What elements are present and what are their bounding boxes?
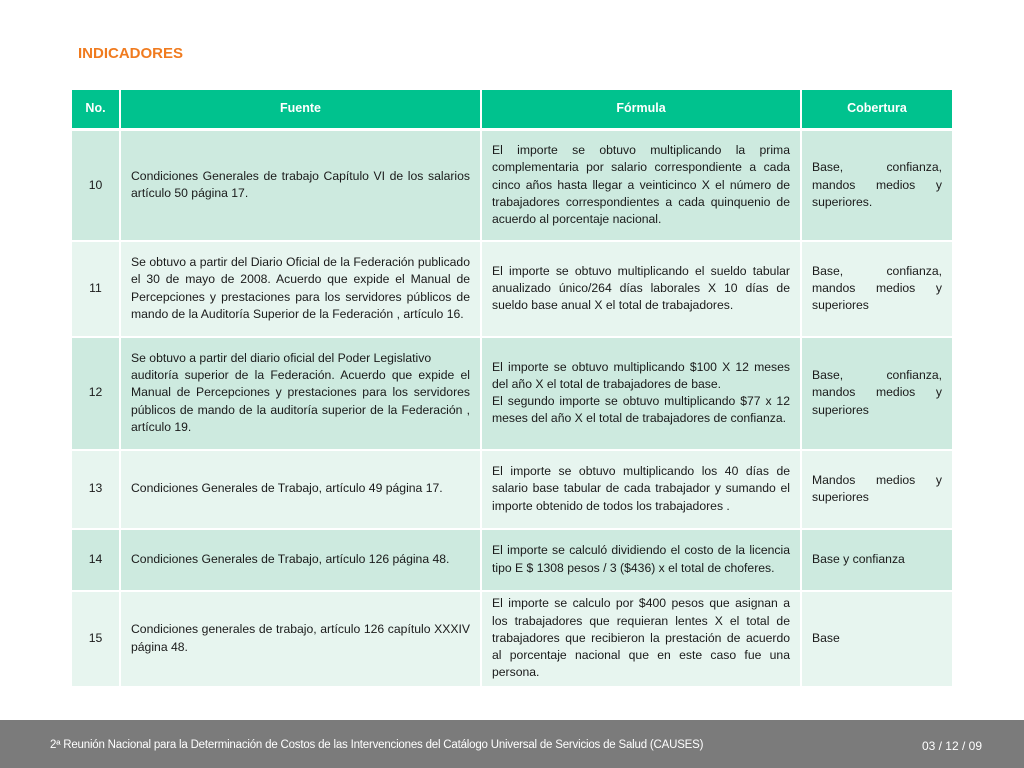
row-number: 15	[72, 591, 120, 687]
row-formula: El importe se obtuvo multiplicando el sueldo tabular anualizado único/264 días laborales X 10 días de sueldo base anual X el total de trabajadores.	[481, 241, 801, 337]
row-number: 13	[72, 450, 120, 529]
row-fuente: Se obtuvo a partir del diario oficial del Poder Legislativo auditoría superior de la Federación. Acuerdo que expide el Manual de Percepciones y prestaciones para los servidores públicos de mando de la auditoría superior de la Federación , artículo 19.	[120, 337, 481, 450]
table-row	[72, 450, 952, 529]
row-fuente: Condiciones Generales de trabajo Capítulo VI de los salarios artículo 50 página 17.	[120, 130, 481, 241]
row-formula: El importe se obtuvo multiplicando los 40 días de salario base tabular de cada trabajador y sumando el importe obtenido de todos los trabajadores .	[481, 450, 801, 529]
row-cobertura: Mandos medios y superiores	[801, 450, 952, 529]
table-row	[72, 241, 952, 337]
table-row	[72, 337, 952, 450]
footer-date: 03 / 12 / 09	[921, 739, 982, 753]
footer-text: 2ª Reunión Nacional para la Determinación de Costos de las Intervenciones del Catálogo Universal de Servicios de Salud (CAUSES)	[50, 739, 704, 751]
header-cobertura: Cobertura	[801, 90, 952, 130]
row-number: 10	[72, 130, 120, 241]
row-cobertura: Base y confianza	[801, 529, 952, 591]
row-number: 11	[72, 241, 120, 337]
table-row	[72, 529, 952, 591]
page-title: INDICADORES	[78, 45, 184, 62]
header-no: No.	[72, 90, 120, 130]
row-formula: El importe se obtuvo multiplicando la prima complementaria por salario correspondiente a cada cinco años hasta llegar a veinticinco X el número de trabajadores correspondientes a cada quinquenio de acuerdo al porcentaje nacional.	[481, 130, 801, 241]
row-fuente: Condiciones Generales de Trabajo, artículo 49 página 17.	[120, 450, 481, 529]
table-row	[72, 591, 952, 687]
row-cobertura: Base, confianza, mandos medios y superiores	[801, 337, 952, 450]
row-fuente: Se obtuvo a partir del Diario Oficial de la Federación publicado el 30 de mayo de 2008. Acuerdo que expide el Manual de Percepciones y prestaciones para los servidores públicos de mando de la Auditoría Superior de la Federación , artículo 16.	[120, 241, 481, 337]
row-number: 14	[72, 529, 120, 591]
header-formula: Fórmula	[481, 90, 801, 130]
row-cobertura: Base	[801, 591, 952, 687]
row-cobertura: Base, confianza, mandos medios y superiores.	[801, 130, 952, 241]
header-fuente: Fuente	[120, 90, 481, 130]
row-fuente: Condiciones Generales de Trabajo, artículo 126 página 48.	[120, 529, 481, 591]
indicators-table	[72, 90, 952, 688]
row-cobertura: Base, confianza, mandos medios y superiores	[801, 241, 952, 337]
table-row	[72, 130, 952, 241]
row-formula: El importe se calculó dividiendo el costo de la licencia tipo E $ 1308 pesos / 3 ($436) x el total de choferes.	[481, 529, 801, 591]
table-header-row	[72, 90, 952, 130]
row-formula: El importe se calculo por $400 pesos que asignan a los trabajadores que requieran lentes X el total de trabajadores que recibieron la prestación de acuerdo al porcentaje nacional que en este caso fue una persona.	[481, 591, 801, 687]
row-number: 12	[72, 337, 120, 450]
row-formula: El importe se obtuvo multiplicando $100 X 12 meses del año X el total de trabajadores de base. El segundo importe se obtuvo multiplicando $77 x 12 meses del año X el total de trabajadores de confianza.	[481, 337, 801, 450]
row-fuente: Condiciones generales de trabajo, artículo 126 capítulo XXXIV página 48.	[120, 591, 481, 687]
